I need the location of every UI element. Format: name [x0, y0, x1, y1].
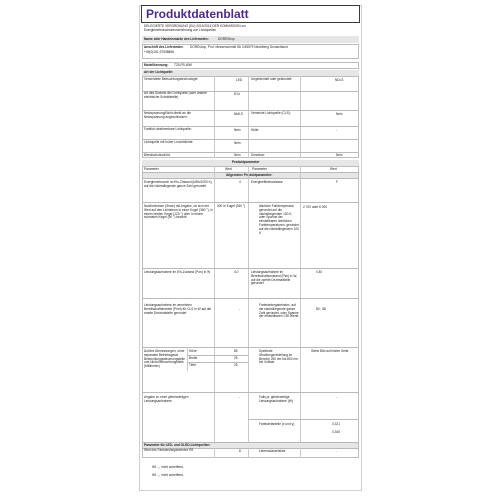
dimension-width-value: 25 — [234, 356, 238, 360]
socket-row-label: Art des Sockels der Lichtquelle (oder andere elektrische Schnittstelle) — [144, 91, 207, 99]
product-params-heading: Produktparameter — [232, 160, 260, 164]
luminous-flux-label: Nutzlichtstrom (Φuse) mit Angabe, ob sich der Wert auf den Lichtstrom in einer Kugel (360 °), in einem breiten Kegel (120 °) oder in einem schmalen Kegel (90 °) bezieht — [144, 204, 213, 220]
envelope-row-value: - — [336, 128, 338, 132]
tunable-row-value: Nein — [234, 128, 241, 132]
standby-power-label: Leistungsaufnahme im Bereitschaftszustand (Psb) in W, auf die zweite Dezimalstelle gerundet — [251, 270, 298, 286]
glare-row-label: Blendschutzschild: — [144, 153, 171, 157]
efficiency-class-label: Energieeffizienzklasse — [251, 180, 283, 184]
survival-factor-value: - — [336, 449, 338, 453]
general-heading: Allgemeine Produktparameter: — [226, 173, 273, 177]
dimension-width-label: Breite — [189, 356, 198, 360]
col-param2: Parameter — [252, 167, 267, 171]
supplier-name-value: DOREShop — [218, 37, 235, 41]
network-standby-value: - — [239, 307, 241, 311]
type-row-label2: Ungebündelt oder gebündelt: — [251, 77, 293, 81]
energy-consumption-value: 4 — [239, 180, 241, 184]
supplier-name-label: Name oder Handelsmarke des Lieferanten: — [144, 37, 209, 41]
survival-factor-label: Lebensdauerfaktor — [259, 449, 286, 453]
mains-row-value: NMLS — [234, 112, 243, 116]
equivalent-power-value: - — [239, 395, 241, 399]
r9-label: Wert des Farbwiedergabeindex R9 — [144, 448, 194, 452]
cct-value: 2 700 oder 6 000 — [303, 205, 328, 209]
spectral-distribution-value: Siehe Bild auf letzter Seite — [311, 349, 349, 353]
cls-row-label: Vernetzte Lichtquelle (CLS): — [251, 111, 291, 115]
model-label: Modellkennung: — [144, 63, 169, 67]
mains-row-label: Netzspannung/Nicht direkt an die Netzspannung angeschlossen: — [144, 111, 191, 119]
title-box — [141, 5, 360, 23]
col-value2: Wert — [330, 167, 337, 171]
model-value: T25-FB-WW — [174, 63, 192, 67]
supplier-phone: +49(0)151-97538868 — [144, 50, 174, 54]
highluminance-row-label: Lichtquelle mit hoher Leuchtdichte: — [144, 140, 194, 144]
footnote-2: Wf ..., nicht zutreffend. — [152, 473, 184, 477]
network-standby-label: Leistungsaufnahme im vernetzten Bereitschaftsbetrieb (Pnet) für CLS in W auf die zweite Dezimalstelle gerundet — [144, 303, 212, 315]
dimmable-row-label: Dimmbar: — [251, 153, 265, 157]
on-mode-power-label: Leistungsaufnahme im Ein-Zustand (Pon) in W — [144, 270, 211, 274]
dimmable-row-value: Nein — [336, 153, 343, 157]
footnote-1: Wf ..., nicht zutreffend. — [152, 465, 184, 469]
dimensions-label: Äußere Abmessungen, ohne separates Betriebsgerät, Beleuchtungssteuerungsteile und Nicht-Beleuchtungsteile (Millimeter) — [144, 349, 185, 369]
spectral-distribution-label: Spektrale Strahlungsverteilung im Bereich 250 nm bis 800 nm, bei Volllast — [259, 349, 299, 365]
tunable-row-label: Farblich abstimmbare Lichtquelle: — [144, 127, 192, 131]
highluminance-row-value: Nein — [234, 141, 241, 145]
col-value: Wert — [225, 167, 232, 171]
cri-label: Farbwiedergabeindex, auf die nächstliegende ganze Zahl gerundet, oder Spanne der einstellbaren CRI-Werte — [259, 303, 299, 319]
dimension-depth-value: 25 — [234, 363, 238, 367]
equivalent-power-yes-label: Falls ja, gleichwertige Leistungsaufnahme (W) — [259, 395, 293, 403]
led-heading: Parameter für LED- und OLED-Lichtquellen: — [144, 443, 211, 447]
on-mode-power-value: 4,0 — [234, 270, 239, 274]
supplier-address-label: Anschrift des Lieferanten: — [144, 45, 184, 49]
regulation-line-1: DELEGIERTE VERORDNUNG (EU) 2019/2015 DER KOMMISSION zur — [144, 24, 246, 28]
cri-value: 80 ; 88 — [316, 307, 326, 311]
dimension-height-label: Höhe — [189, 349, 197, 353]
dimension-height-value: 85 — [234, 349, 238, 353]
energy-consumption-label: Energieverbrauch im Ein-Zustand (kWh/1000 h), auf die nächstliegende ganze Zahl gerundet — [144, 180, 213, 188]
type-row-label: Verwendete Beleuchtungstechnologie: — [144, 77, 199, 81]
dimension-depth-label: Tiefe — [189, 363, 196, 367]
envelope-row-label: Hülle: — [251, 128, 260, 132]
equivalent-power-yes-value: - — [336, 395, 338, 399]
supplier-address-value: DOREshop, Prof. Messerschmitt Str 3 85579 Neubiberg Deutschland — [190, 45, 288, 49]
type-row-value: LED — [236, 78, 243, 82]
regulation-line-2: Energieverbrauchskennzeichnung von Lichtquellen — [144, 28, 217, 32]
efficiency-class-value: F — [336, 180, 338, 184]
glare-row-value: Nein — [234, 153, 241, 157]
cct-label: ähnliche Farbtemperatur, gerundet auf die nächstliegenden 100 K, oder Spanne der einstellbaren ähnlichen Farbtemperaturen, gerundet auf die nächstliegenden 100 K — [259, 204, 299, 235]
lightsource-heading: Art der Lichtquelle: — [144, 70, 174, 74]
r9-value: 8 — [239, 449, 241, 453]
chromaticity-label: Farbwertanteile (x und y) — [259, 422, 295, 426]
socket-row-value: E14 — [234, 92, 240, 96]
cls-row-value: Nein — [336, 112, 343, 116]
standby-power-value: 0,40 — [316, 270, 323, 274]
equivalent-power-label: Angabe zu einer gleichwertigen Leistungsaufnahme — [144, 395, 189, 403]
type-row-value2: NDLS — [335, 78, 344, 82]
luminous-flux-value: 400 in Kugel (360 °) — [217, 204, 246, 208]
chromaticity-x: 0,321 — [332, 422, 340, 426]
col-param: Parameter — [144, 167, 159, 171]
chromaticity-y: 0,340 — [332, 430, 340, 434]
page-title: Produktdatenblatt — [146, 7, 249, 21]
